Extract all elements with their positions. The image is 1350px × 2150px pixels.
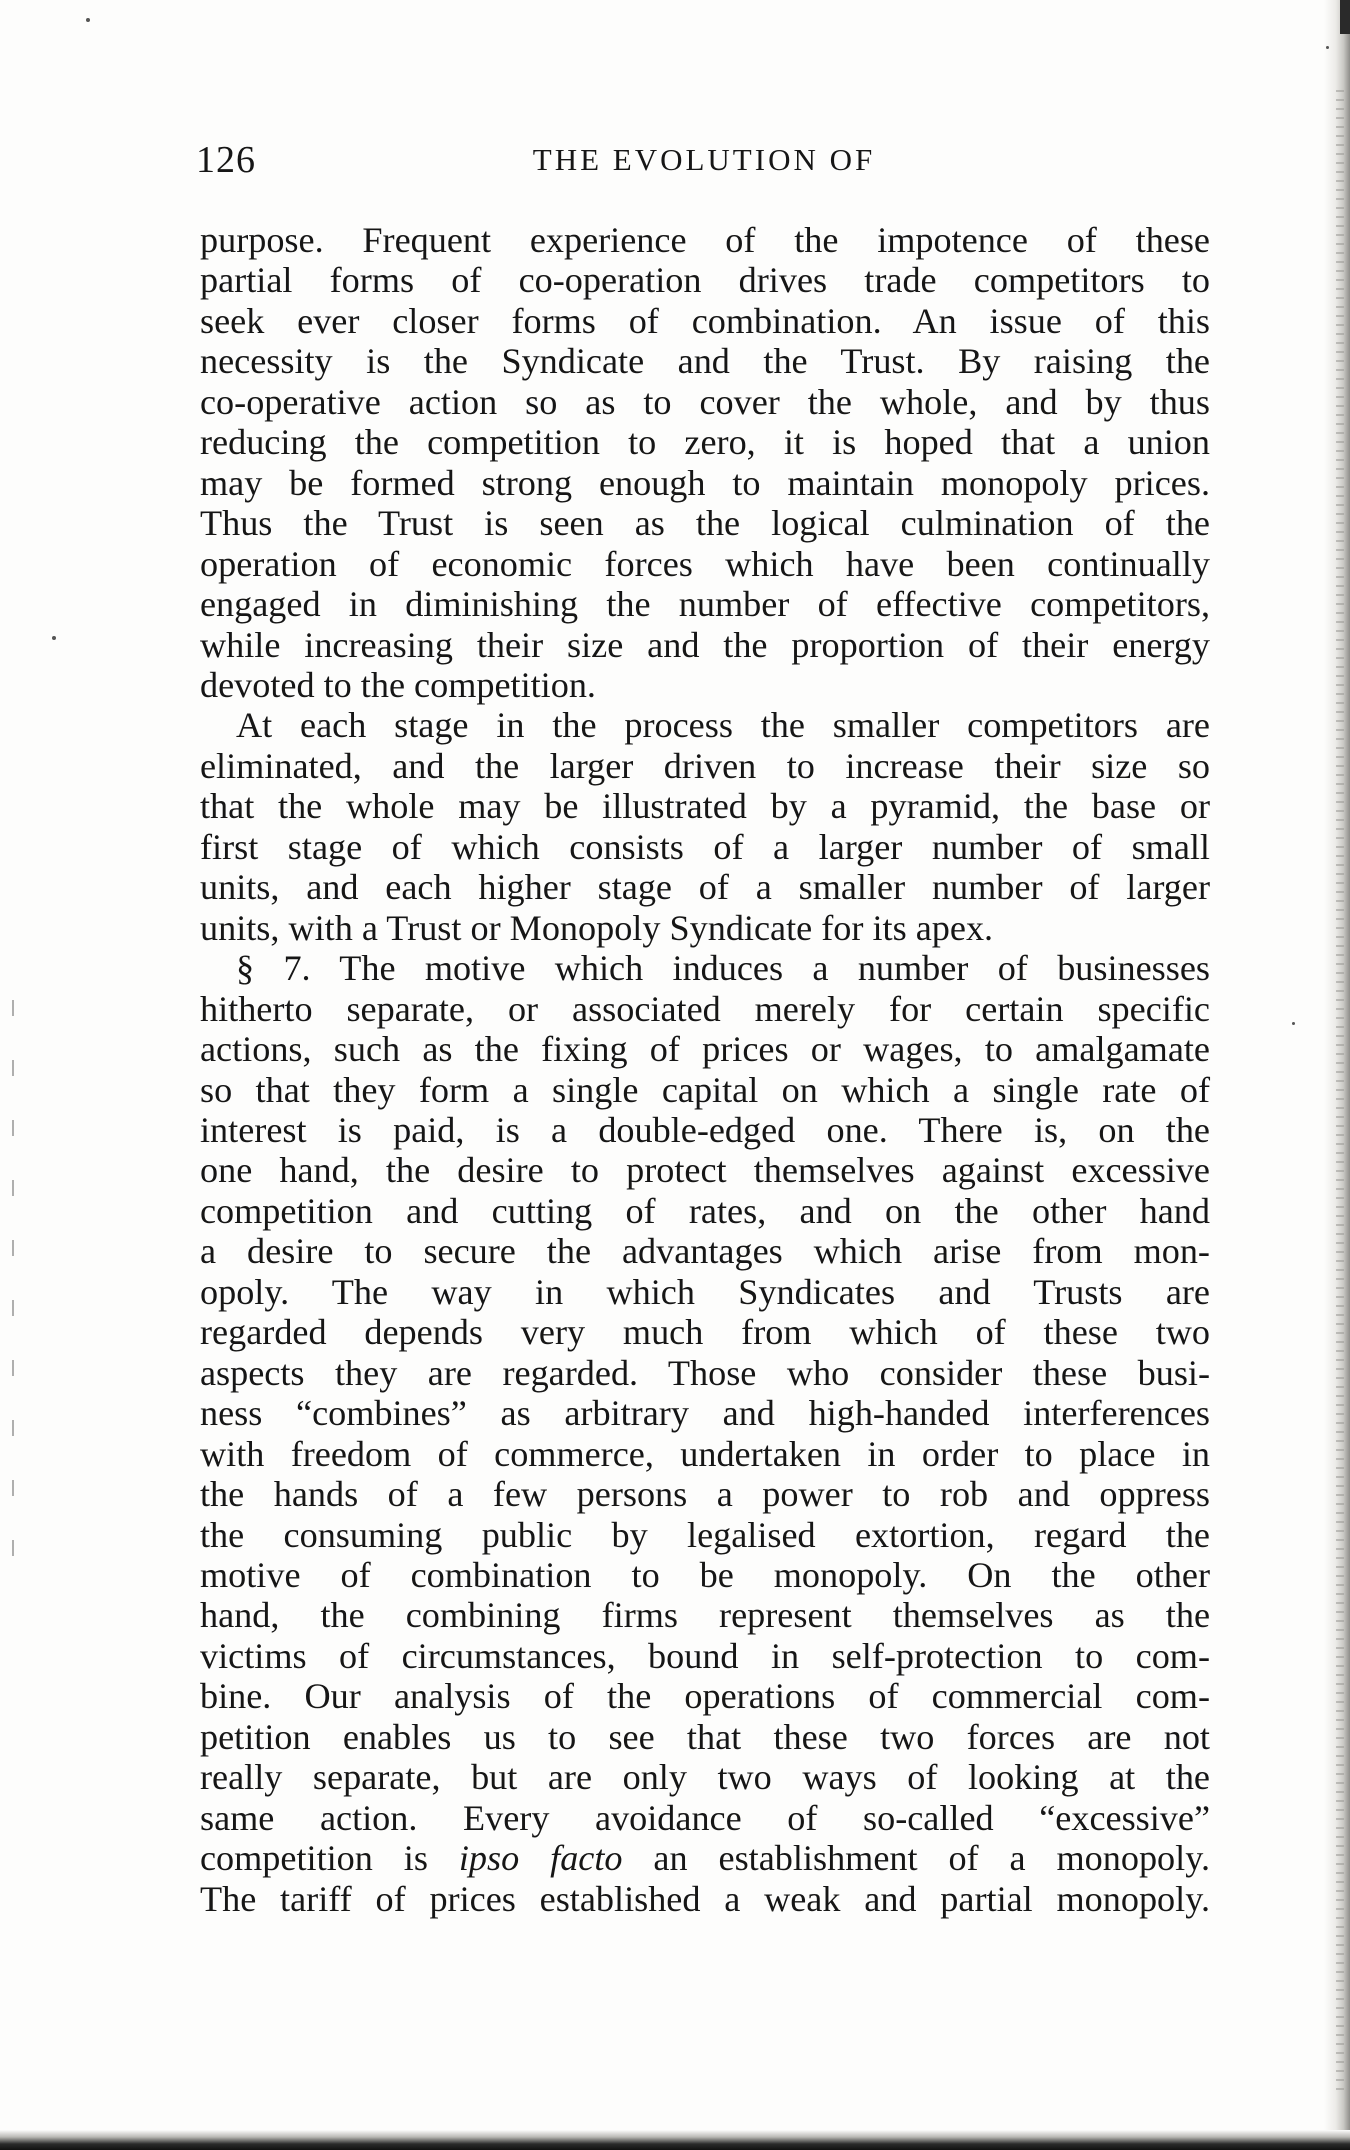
- text-line: hitherto separate, or associated merely for certain specific: [200, 988, 1210, 1029]
- text-line: units, and each higher stage of a smaller number of larger: [200, 867, 1210, 908]
- text-segment: an establishment of a monopoly.: [622, 1838, 1210, 1879]
- text-line: The tariff of prices established a weak and partial monopoly.: [200, 1878, 1210, 1919]
- body-text: [200, 220, 1210, 1919]
- scan-speck: [86, 18, 90, 22]
- running-head: THE EVOLUTION OF: [532, 142, 876, 177]
- page-header: [196, 138, 1212, 188]
- text-line: while increasing their size and the proportion of their energy: [200, 624, 1210, 665]
- text-line: bine. Our analysis of the operations of commercial com-: [200, 1676, 1210, 1717]
- text-line: really separate, but are only two ways of looking at the: [200, 1757, 1210, 1798]
- scan-speck: [1326, 46, 1329, 49]
- text-line: partial forms of co-operation drives trade competitors to: [200, 260, 1210, 301]
- text-line: seek ever closer forms of combination. An issue of this: [200, 300, 1210, 341]
- text-segment: competition is: [200, 1838, 459, 1879]
- paragraph-2: [200, 705, 1210, 948]
- text-line: with freedom of commerce, undertaken in order to place in: [200, 1433, 1210, 1474]
- page-number: 126: [196, 139, 256, 181]
- italic-phrase: ipso facto: [458, 1838, 623, 1879]
- text-line: interest is paid, is a double-edged one. There is, on the: [200, 1109, 1210, 1150]
- text-line: so that they form a single capital on which a single rate of: [200, 1069, 1210, 1110]
- text-line: that the whole may be illustrated by a pyramid, the base or: [200, 786, 1210, 827]
- text-line: opoly. The way in which Syndicates and Trusts are: [200, 1271, 1210, 1312]
- text-line: § 7. The motive which induces a number of businesses: [236, 948, 1210, 989]
- text-line: the hands of a few persons a power to rob and oppress: [200, 1474, 1210, 1515]
- text-line: devoted to the competition.: [200, 664, 596, 705]
- text-line: eliminated, and the larger driven to increase their size so: [200, 745, 1210, 786]
- page-edge-texture: [1336, 90, 1344, 2090]
- text-line: same action. Every avoidance of so-called “excessive”: [200, 1797, 1210, 1838]
- page-left-margin-marks: [12, 1000, 14, 1560]
- text-line: reducing the competition to zero, it is hoped that a union: [200, 422, 1210, 463]
- text-line: operation of economic forces which have been continually: [200, 543, 1210, 584]
- text-line: victims of circumstances, bound in self-protection to com-: [200, 1635, 1210, 1676]
- text-line: ness “combines” as arbitrary and high-handed interferences: [200, 1393, 1210, 1434]
- text-line: hand, the combining firms represent themselves as the: [200, 1595, 1210, 1636]
- text-line: may be formed strong enough to maintain monopoly prices.: [200, 462, 1210, 503]
- page-bottom-edge: [0, 2130, 1350, 2150]
- text-line: necessity is the Syndicate and the Trust. By raising the: [200, 341, 1210, 382]
- paragraph-3: [200, 948, 1210, 1919]
- page-corner-shadow: [1340, 0, 1350, 34]
- text-line: competition and cutting of rates, and on the other hand: [200, 1190, 1210, 1231]
- text-line-with-italic: [200, 1838, 1210, 1878]
- text-line: first stage of which consists of a larger number of small: [200, 826, 1210, 867]
- text-line: a desire to secure the advantages which arise from mon-: [200, 1231, 1210, 1272]
- text-line: one hand, the desire to protect themselves against excessive: [200, 1150, 1210, 1191]
- text-line: actions, such as the fixing of prices or wages, to amalgamate: [200, 1029, 1210, 1070]
- text-line: motive of combination to be monopoly. On the other: [200, 1554, 1210, 1595]
- text-line: purpose. Frequent experience of the impotence of these: [200, 220, 1210, 260]
- text-line: the consuming public by legalised extortion, regard the: [200, 1514, 1210, 1555]
- text-line: regarded depends very much from which of these two: [200, 1312, 1210, 1353]
- text-line: petition enables us to see that these two forces are not: [200, 1716, 1210, 1757]
- scan-speck: [52, 636, 56, 640]
- paragraph-1: [200, 220, 1210, 705]
- text-line: aspects they are regarded. Those who consider these busi-: [200, 1352, 1210, 1393]
- scan-speck: [1292, 1022, 1295, 1025]
- text-line: At each stage in the process the smaller competitors are: [236, 705, 1210, 746]
- text-line: Thus the Trust is seen as the logical culmination of the: [200, 503, 1210, 544]
- text-line: units, with a Trust or Monopoly Syndicate for its apex.: [200, 907, 994, 948]
- text-line: engaged in diminishing the number of effective competitors,: [200, 584, 1210, 625]
- text-line: co-operative action so as to cover the whole, and by thus: [200, 381, 1210, 422]
